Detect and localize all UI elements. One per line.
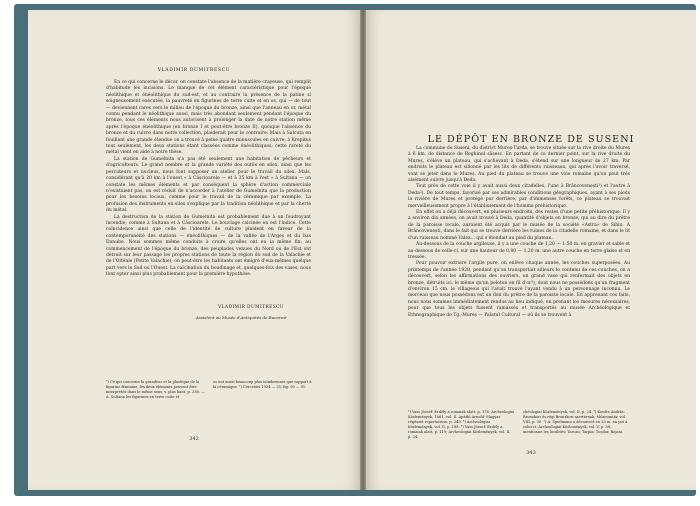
book-spread bbox=[14, 4, 696, 496]
paragraph: La destruction de la station de Gumelnita est probablement due à un foudroyant incendie, comme à Sultana et à Căscioarele. Le bouclage calcinée en est l'indice. Cette coïncidence ainsi que celle de l'identité de culture plaident en faveur de la contemporanéité des stations — énéolithiques — de la vallée de l'Argeș et du bas Danube. Nous sommes même conduits à croire qu'elles ont eu la même fin: au commencement de l'époque du bronze, des peuplades venues du Nord ou de l'Est ont détruit sur leur passage les propres stations de toute la région du sud de la Valachie et de l'Olténie (Petite Valachie); on peut-être les habitants ont émigré d'eux-mêmes quelque part vers le Sud ou l'Ouest. La calcination du boudinage et, quelques-fois des vases, nous font opter ainsi plus probablement pour la première hypothèse. bbox=[106, 214, 311, 278]
running-head: VLADIMIR DUMITRESCU bbox=[157, 68, 231, 73]
right-body-text bbox=[408, 146, 630, 319]
author-signature: VLADIMIR DUMITRESCU bbox=[218, 305, 285, 310]
paragraph: En effet on a déjà découvert, en plusieurs endroits, des restes d'une petite préhistorique. Il y a environ dix années, on avait trouvé à Deda, quantité d'objets en bronze, qui au dire du prêtre de la paroisse locale, auraient été acquis par le musée de la société «Astra» de Sibiu. A Brâncovenești, dans le fait qui se trouve derrière les ruines de la citadelle romaine, et dans le lit d'un ruisseau nommé Valea... qui s'étendait au pied du plateau. bbox=[408, 210, 630, 241]
right-footnotes bbox=[408, 410, 630, 440]
right-page bbox=[366, 10, 696, 490]
footnote: ¹) Ce qui concerne la grandeur et la plastique de la figurine féminine, les deux éléments peuvent être interprétés dans le même sens, v. plus haut, p. 338. — A. Sultana les figurines en terre cuite et bbox=[106, 380, 205, 399]
paragraph: Au-dessous de la couche argileuse, il y a une couche de 1,20 — 1,50 m. en gravier et sable et au-dessous de celle-ci, sur une hauteur de 0,80 — 1,20 m. une autre couche en terre glaise et en tressée. bbox=[408, 242, 630, 260]
paragraph: La commune de Suseni, du district Mureș-Turda, se trouve située sur la rive droite du Mureș à 6 km. de distance de Reghinul săsesc. En partant de ce dernier point, sur la rive droite du Mureș, s'élève un plateau, qui s'achevant à Deda, s'étend sur une longueur de 27 km. Par endroits le plateau est sillonné par les lits de différents ruisseaux, qui après l'avoir traversé, vont se jeter dans le Mureș. Au pied du plateau se trouve une voie romaine qu'on peut très aisément suivre jusqu'à Deda. bbox=[408, 146, 630, 184]
paragraph: La station de Gumelnita n'a pas été seulement une habitation de pêcheurs et d'agriculteurs. Le grand nombre et la grande variété des outils en silex, ainsi que les percuteurs et nucleus, nous font supposer un atelier pour le travail du silex. Mais, considérant qu'à 20 km à l'ouest « à Căscioarele — et à 35 km à l'est » à Sultana — on constate les mêmes éléments et par conséquent la sphère d'action commerciale n'existaient pas, on est réduit de n'accorder à l'atelier de Gumelnita que la production pour les besoins locaux, comme pour le travail de la céramique par exemple. La profusion des instruments en silex s'explique par la tradition néolithique et par la cherté du métal. bbox=[106, 156, 311, 214]
footnote: chéologiai Közlemények, vol. II, p. 24. ⁴) Kováts András: Bronzkori és régi Bronzkori szertárnak, Műzeumtár, vol. VIII, p. 30. ⁵) A. Spielmann a découvert en 23 m. en pot à celui-ci. Archeologiai Közlemények, vol. V, p. 38, mentionne les localités: Tarcau, Tarpia, Tușilor, Bojani. bbox=[523, 410, 628, 434]
left-body-text bbox=[106, 80, 311, 279]
left-page bbox=[28, 10, 360, 490]
left-footnotes bbox=[106, 380, 312, 400]
footnote: ¹) Vass József: Erdély a romaiak alatt, p. 176; Archeologiai Közlemények, 1861, vol. II. Apáthi Arnold: Magyar régészet repertorium, p. 243. ²) Archeologiai Közlemények, vol. II, p. 188. ³) Vass József: Erdély a romaiak alatt, p. 119; Archeologiai Közlemények, vol. II, p. 24. bbox=[408, 410, 515, 439]
paragraph: En ce qui concerne le décor, on constate l'absence de la matière crayeuse, qui remplit d'habitude les incisions. Le manque de cet élément caractéristique pour l'époque néolithique et énéolithique du sud-est, et au contraire la présence de la patine si soigneusement exécutée, la pauvreté en figurines de terre cuite et en os, qui — de tout — deviennent rares vers le milieu de l'époque du bronze, ainsi que l'anneau en or, métal connu pendant le néolithique aussi, mais très abondant seulement pendant l'époque du bronze, tous ces éléments nous autorisent à prolonger la date de notre station même après l'époque énéolithique (en bronze I et peut-être bronze II), quoique l'absence du bronze et du cuivre dans notre collection, plaiderait pour le contraire: Mais à Salcuta en fouillant une grande étendue on a trouvé à peine quatre minuscules en cuivre; à Krepitus tout seulement, les deux stations étant classées comme énéolithiques; cette rareté du métal vient en aide à notre thèse. bbox=[106, 80, 311, 156]
chapter-title: LE DÉPÔT EN BRONZE DE SUSENI bbox=[427, 134, 635, 145]
page-number: 343 bbox=[526, 450, 536, 456]
paragraph: Pour pouvoir extraire l'argile pure, on enlève chaque année, les couches superposées. Au printemps de l'année 1928, pendant qu'on transportait ailleurs le contenu de ces couches, on a découvert, selon les affirmations des ouvriers, un grand vase qui renfermait des objets en bronze, détruits ici, le même qu'un peloton en fil d'or³), dont nous ne possédons qu'un fragment d'environ 15 cm. le villageois qui l'avait trouvé l'ayant vendu à un personnage inconnu. Le morceau que nous possédons est un don du prêtre de la paroisse locale. En apprenant ces faits, nous nous sommes immédiatement rendus au lieu indiqué, en prenant les mesures nécessaires, pour que tous les objets fussent ramassés et transportés au musée Archéologique et Ethnographique de Tg.-Mureș — Palatul Cultural — où ils se trouvent à bbox=[408, 261, 630, 318]
paragraph: Tout près de cette voie il y avait aussi deux citadelles, l'une à Brâncovenești¹) et l'autre à Deda²). De tout temps, favorisé par ses admirables conditions géographiques, ayant à ses pieds la rivière de Mureș et protégé par derrière, par d'immenses forêts, ce plateau se trouvait merveilleusement propre à l'établissement de l'homme préhistorique. bbox=[408, 184, 630, 209]
page-number: 342 bbox=[189, 436, 199, 442]
footnote: os ont aussi beaucoup plus nombreuses que rapport à la céramique. ²) Cercetări 1934 — 35, fig. 90 — 91. bbox=[213, 380, 312, 389]
author-affiliation: Assistent au Musée d'Antiquités de Bucarest bbox=[196, 315, 287, 320]
